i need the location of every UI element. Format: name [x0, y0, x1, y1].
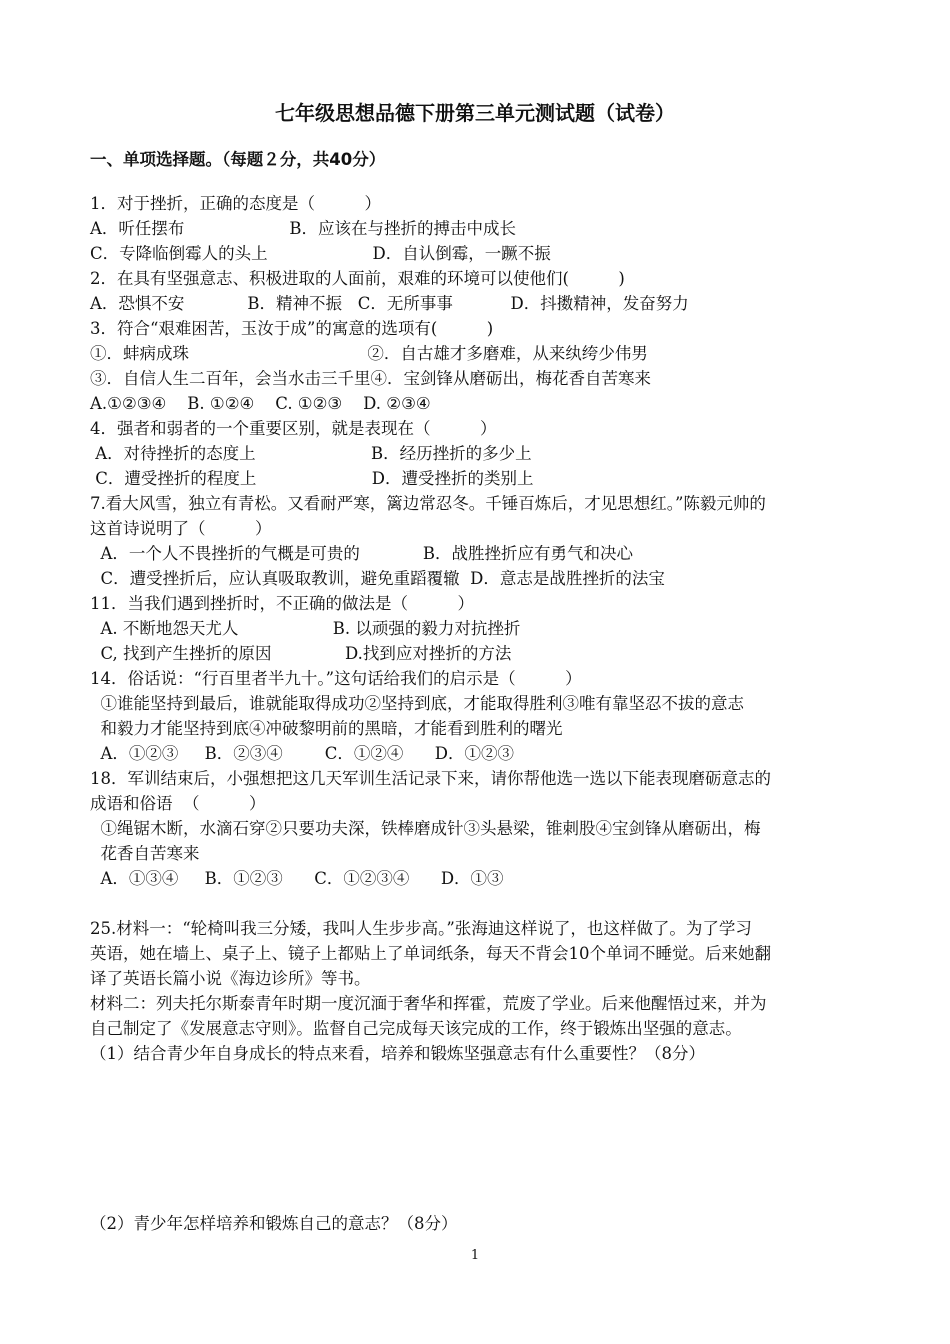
text-line: ①．蚌病成珠 ②．自古雄才多磨难，从来纨绔少伟男	[90, 344, 648, 363]
text-line: ③．自信人生二百年，会当水击三千里④．宝剑锋从磨砺出，梅花香自苦寒来	[90, 369, 651, 388]
text-line: A．对待挫折的态度上 B．经历挫折的多少上	[90, 444, 532, 463]
page-title: 七年级思想品德下册第三单元测试题（试卷）	[275, 101, 675, 125]
text-line: 成语和俗语 （ ）	[90, 794, 266, 813]
text-line: 1．对于挫折，正确的态度是（ ）	[90, 194, 381, 213]
text-line: 7.看大风雪，独立有青松。又看耐严寒，篱边常忍冬。千锤百炼后，才见思想红。”陈毅元帅的	[90, 494, 766, 513]
text-line: A．一个人不畏挫折的气概是可贵的 B．战胜挫折应有勇气和决心	[90, 544, 633, 563]
text-line: C．遭受挫折后，应认真吸取教训，避免重蹈覆辙 D．意志是战胜挫折的法宝	[90, 569, 665, 588]
text-line: A．恐惧不安 B．精神不振 C．无所事事 D．抖擞精神，发奋努力	[90, 294, 689, 313]
text-line: C．专降临倒霉人的头上 D．自认倒霉，一蹶不振	[90, 244, 551, 263]
text-line: 材料二：列夫托尔斯泰青年时期一度沉湎于奢华和挥霍，荒废了学业。后来他醒悟过来，并为	[90, 994, 767, 1013]
text-line: 这首诗说明了（ ）	[90, 519, 272, 538]
text-line: 花香自苦寒来	[90, 844, 200, 863]
page-number: 1	[470, 1248, 480, 1263]
text-line: 2．在具有坚强意志、积极进取的人面前，艰难的环境可以使他们( )	[90, 269, 625, 288]
text-line: 25.材料一：“轮椅叫我三分矮，我叫人生步步高。”张海迪这样说了，也这样做了。为了学习	[90, 919, 752, 938]
section-heading: 一、单项选择题。（每题２分，共40分）	[90, 150, 386, 169]
text-line: C, 找到产生挫折的原因 D.找到应对挫折的方法	[90, 644, 512, 663]
text-line: 14．俗话说：“行百里者半九十。”这句话给我们的启示是（ ）	[90, 669, 582, 688]
text-line: A．听任摆布 B．应该在与挫折的搏击中成长	[90, 219, 516, 238]
text-line: （1）结合青少年自身成长的特点来看，培养和锻炼坚强意志有什么重要性？（8分）	[90, 1044, 705, 1063]
text-line: 和毅力才能坚持到底④冲破黎明前的黑暗，才能看到胜利的曙光	[90, 719, 563, 738]
text-line: 译了英语长篇小说《海边诊所》等书。	[90, 969, 371, 988]
text-line: 4．强者和弱者的一个重要区别，就是表现在（ ）	[90, 419, 497, 438]
question-2-prompt: （2）青少年怎样培养和锻炼自己的意志？（8分）	[90, 1214, 458, 1233]
text-line: 英语，她在墙上、桌子上、镜子上都贴上了单词纸条，每天不背会10个单词不睡觉。后来她翻	[90, 944, 771, 963]
text-line: 18．军训结束后，小强想把这几天军训生活记录下来，请你帮他选一选以下能表现磨砺意志的	[90, 769, 771, 788]
text-line: A.①②③④ B. ①②④ C. ①②③ D. ②③④	[90, 394, 431, 413]
text-line: 11．当我们遇到挫折时，不正确的做法是（ ）	[90, 594, 474, 613]
text-line: A．①②③ B．②③④ C．①②④ D．①②③	[90, 744, 515, 763]
text-line: ①绳锯木断，水滴石穿②只要功夫深，铁棒磨成针③头悬梁，锥刺股④宝剑锋从磨砺出，梅	[90, 819, 761, 838]
text-line: C．遭受挫折的程度上 D．遭受挫折的类别上	[90, 469, 534, 488]
text-line: 自己制定了《发展意志守则》。监督自己完成每天该完成的工作，终于锻炼出坚强的意志。	[90, 1019, 742, 1038]
text-line: A．①③④ B．①②③ C．①②③④ D．①③	[90, 869, 504, 888]
text-line: A. 不断地怨天尤人 B. 以顽强的毅力对抗挫折	[90, 619, 521, 638]
text-line: 3．符合“艰难困苦，玉汝于成”的寓意的选项有( )	[90, 319, 494, 338]
text-line: ①谁能坚持到最后，谁就能取得成功②坚持到底，才能取得胜利③唯有靠坚忍不拔的意志	[90, 694, 744, 713]
